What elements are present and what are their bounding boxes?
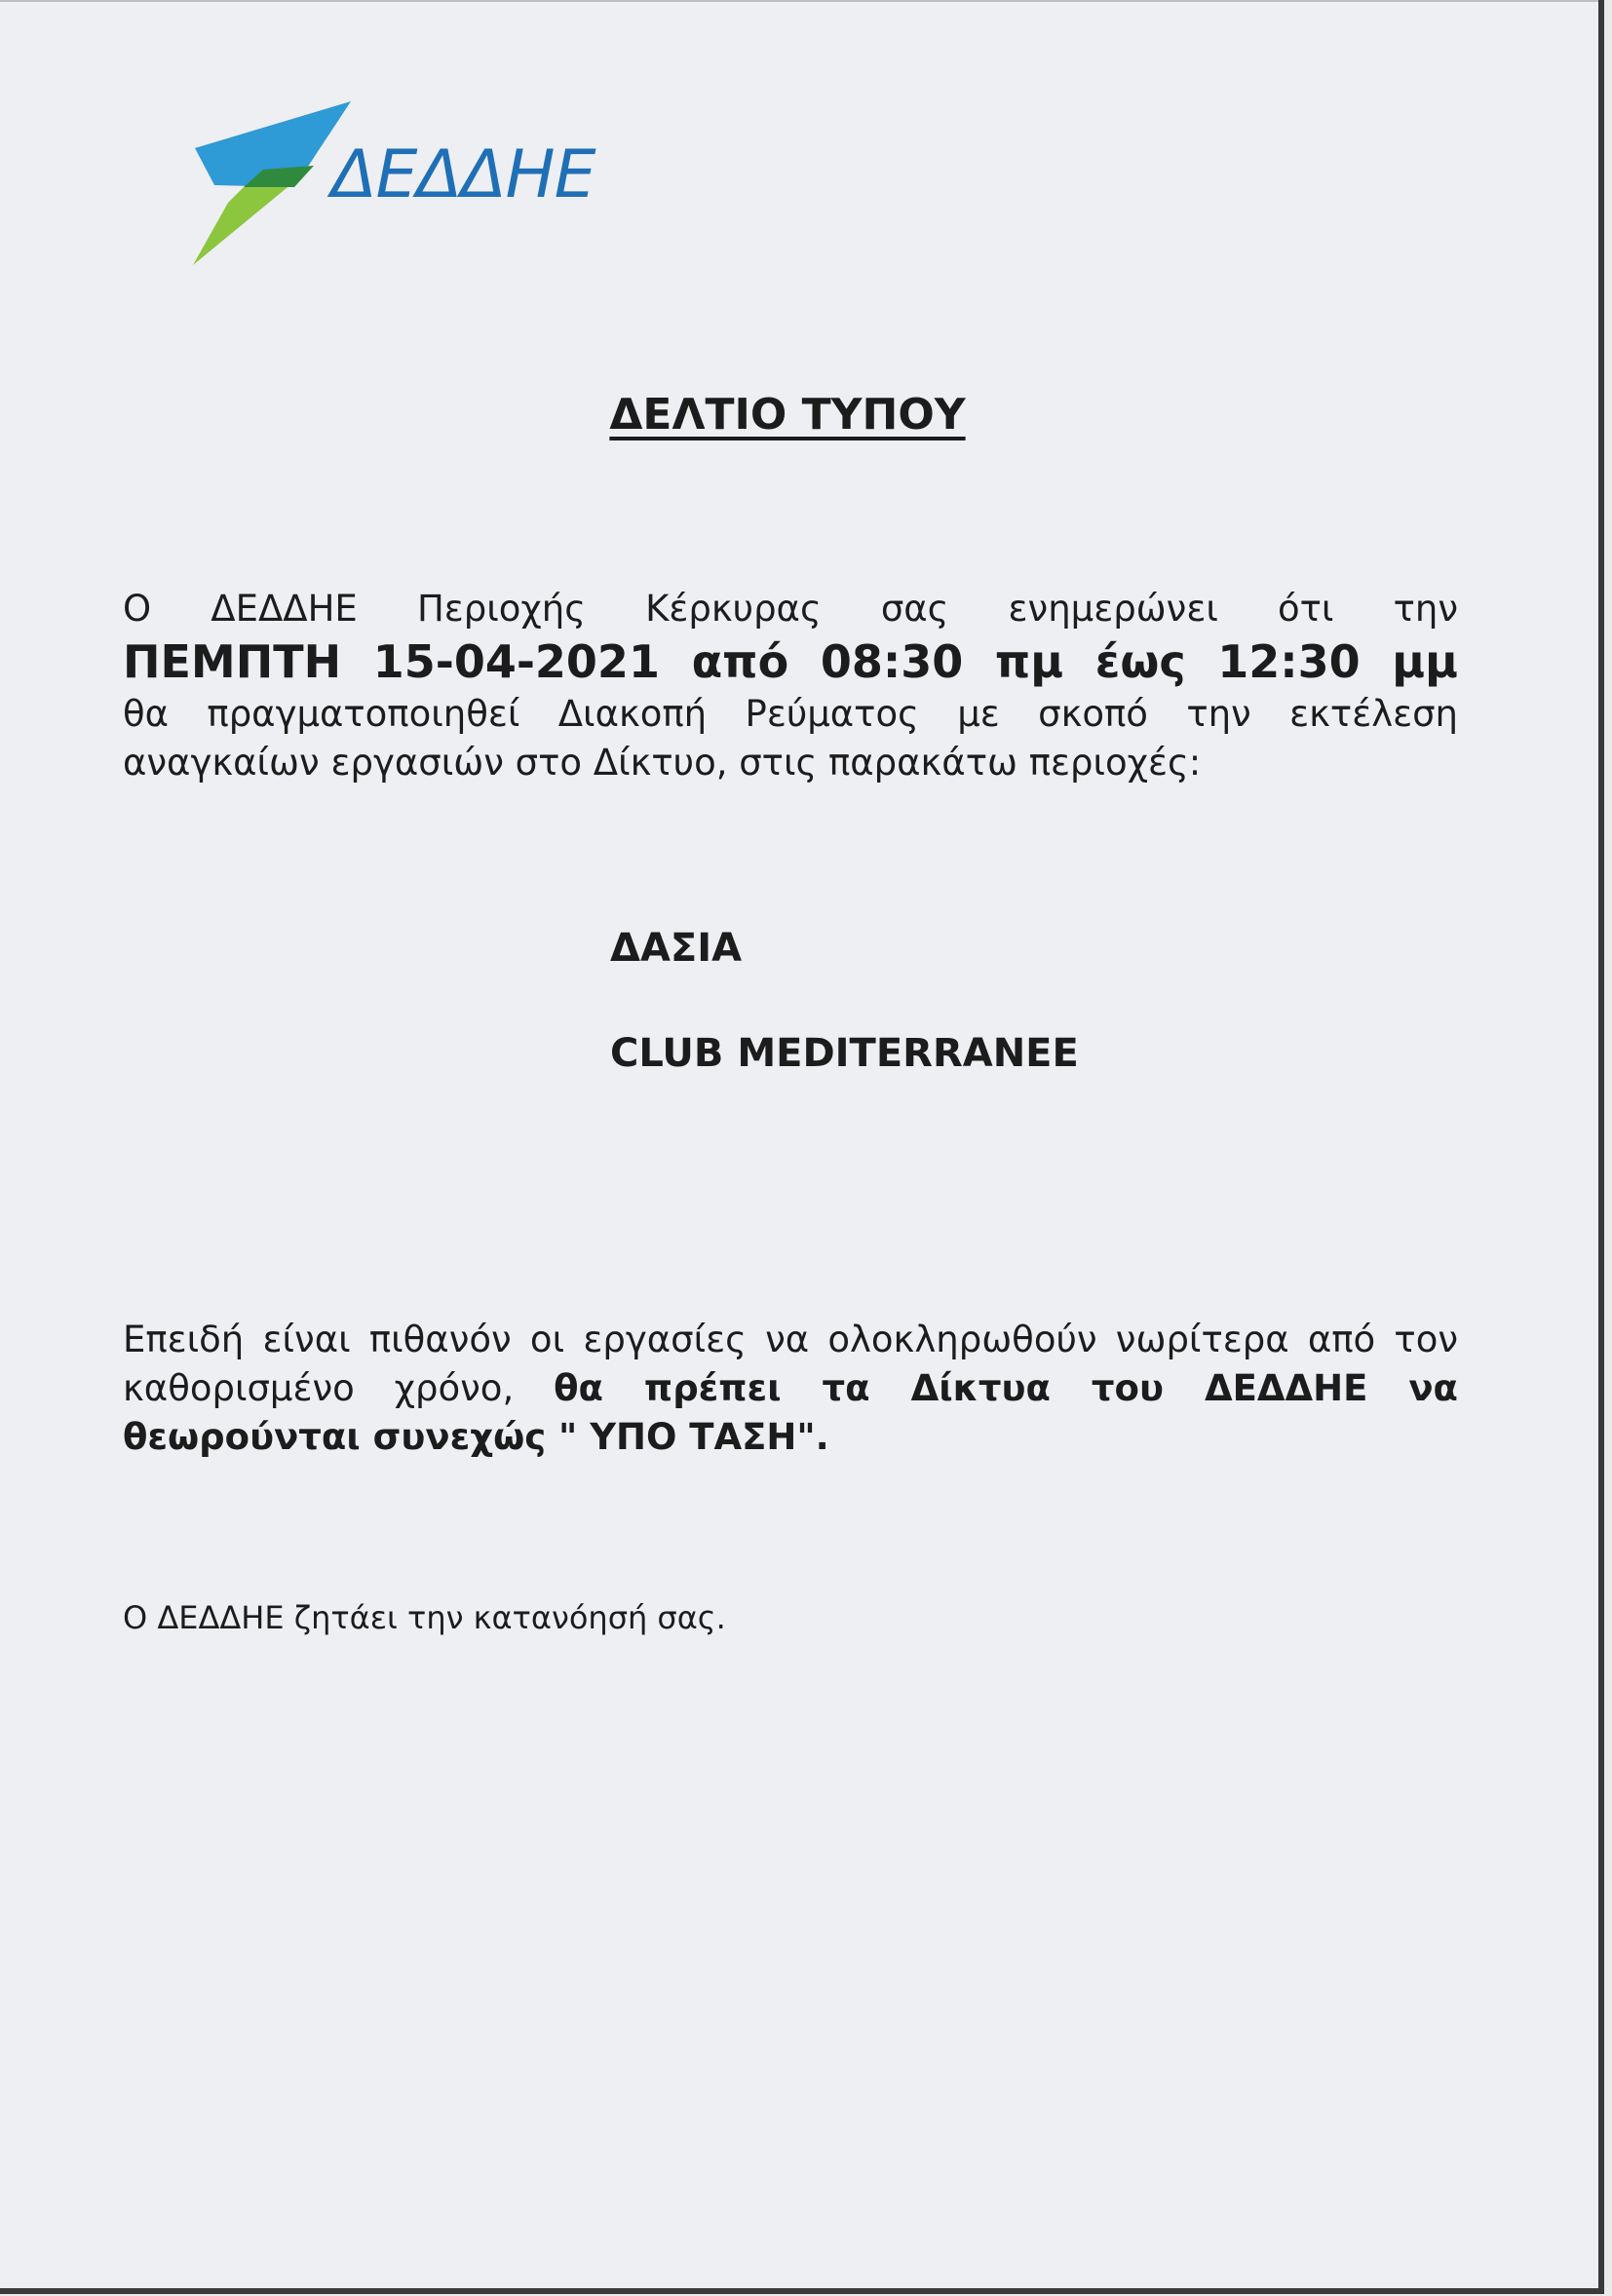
area-item: ΔΑΣΙΑ — [610, 926, 743, 971]
closing-line: Ο ΔΕΔΔΗΕ ζητάει την κατανόησή σας. — [123, 1599, 726, 1636]
warning-line-2-normal: καθορισμένο χρόνο, — [123, 1367, 515, 1409]
intro-line-1: Ο ΔΕΔΔΗΕ Περιοχής Κέρκυρας σας ενημερώνει ότι την — [123, 588, 1458, 630]
warning-line-2 — [123, 1364, 1458, 1413]
intro-line-3: θα πραγματοποιηθεί Διακοπή Ρεύματος με σκοπό την εκτέλεση — [123, 693, 1458, 735]
intro-paragraph — [123, 585, 1458, 787]
intro-line-4: αναγκαίων εργασιών στο Δίκτυο, στις παρακάτω περιοχές: — [123, 742, 1202, 784]
page-title: ΔΕΛΤΙΟ ΤΥΠΟΥ — [609, 390, 966, 440]
area-item: CLUB MEDITERRANEE — [610, 1031, 1079, 1076]
outage-date-time: ΠΕΜΠΤΗ 15-04-2021 από 08:30 πμ έως 12:30 μμ — [123, 635, 1458, 688]
warning-paragraph — [123, 1316, 1458, 1462]
warning-line-1: Επειδή είναι πιθανόν οι εργασίες να ολοκληρωθούν νωρίτερα από τον — [123, 1319, 1458, 1360]
warning-line-3-bold: θεωρούνται συνεχώς " ΥΠΟ ΤΑΣΗ". — [123, 1416, 829, 1458]
warning-line-3 — [123, 1413, 1458, 1462]
warning-line-2-bold: θα πρέπει τα Δίκτυα του ΔΕΔΔΗΕ να — [554, 1367, 1458, 1409]
scan-edge — [0, 0, 1598, 2]
logo-wordmark: ΔΕΔΔΗΕ — [331, 136, 595, 213]
